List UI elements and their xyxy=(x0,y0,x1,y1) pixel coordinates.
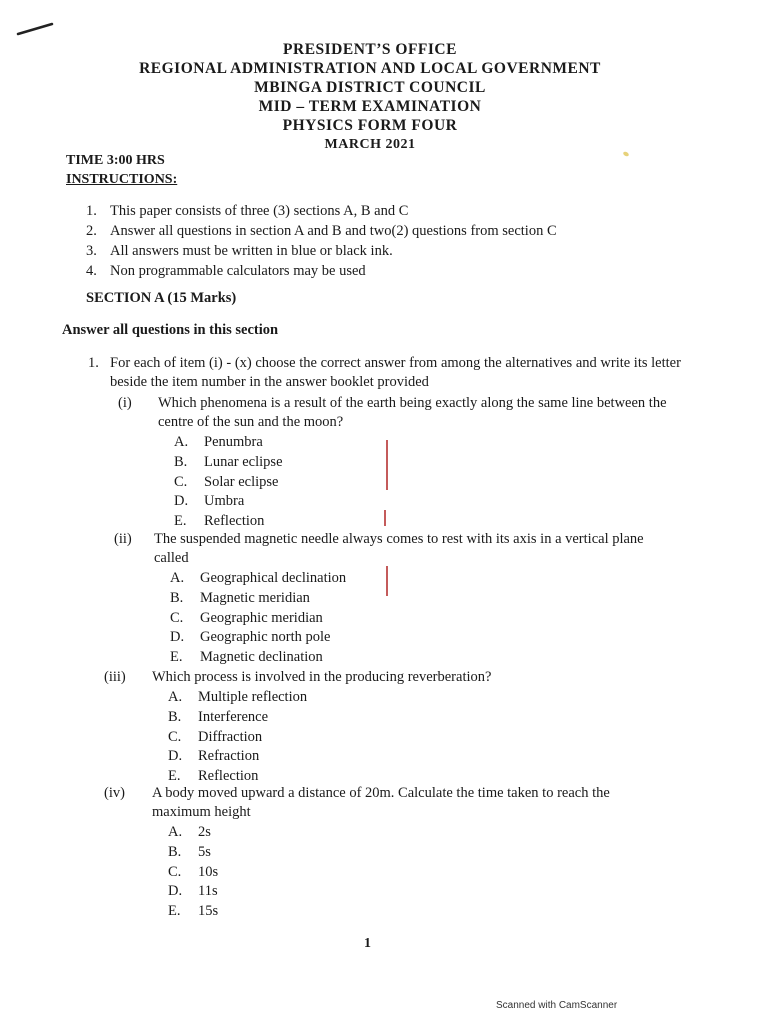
header-line: REGIONAL ADMINISTRATION AND LOCAL GOVERNMENT xyxy=(139,60,601,77)
option-letter: B. xyxy=(168,708,182,725)
question-text: For each of item (i) - (x) choose the correct answer from among the alternatives and write its letter beside the item number in the answer booklet provided xyxy=(110,355,681,390)
section-a-instruction: Answer all questions in this section xyxy=(62,322,279,338)
options-list xyxy=(170,569,674,668)
option xyxy=(168,902,672,922)
instruction-text: This paper consists of three (3) sections A, B and C xyxy=(110,203,409,219)
exam-header xyxy=(60,40,680,154)
option xyxy=(174,512,678,532)
header-line: MBINGA DISTRICT COUNCIL xyxy=(254,79,486,96)
option-letter: A. xyxy=(170,570,185,586)
item-roman-numeral: (iv) xyxy=(104,785,125,801)
option-text: Diffraction xyxy=(198,728,263,745)
options-list xyxy=(168,688,672,787)
option xyxy=(168,823,672,843)
option-letter: C. xyxy=(174,473,188,490)
option-text: 2s xyxy=(198,824,211,840)
section-a-heading: SECTION A (15 Marks) xyxy=(86,290,237,306)
item-roman-numeral: (iii) xyxy=(104,669,126,685)
option-text: Geographical declination xyxy=(200,570,347,586)
option-letter: C. xyxy=(168,728,182,745)
instruction-number: 4. xyxy=(86,263,97,279)
option xyxy=(174,473,678,493)
instruction-number: 3. xyxy=(86,243,97,259)
option-letter: E. xyxy=(168,903,181,920)
option-text: 11s xyxy=(198,883,218,900)
option-text: Lunar eclipse xyxy=(204,453,283,470)
question-item xyxy=(104,668,672,787)
option xyxy=(168,728,672,748)
header-line: PRESIDENT’S OFFICE xyxy=(283,41,457,58)
option-letter: A. xyxy=(168,689,183,705)
option xyxy=(168,708,672,728)
option-letter: E. xyxy=(174,513,187,530)
option xyxy=(170,628,674,648)
option xyxy=(168,747,672,767)
instruction-item xyxy=(86,241,557,261)
header-line: MID – TERM EXAMINATION xyxy=(258,98,482,115)
option-text: 15s xyxy=(198,903,219,920)
option-letter: E. xyxy=(168,768,181,785)
item-stem: A body moved upward a distance of 20m. Calculate the time taken to reach the maximum height xyxy=(152,785,610,820)
instruction-item xyxy=(86,201,557,221)
instruction-text: Non programmable calculators may be used xyxy=(110,263,366,279)
option-text: Reflection xyxy=(204,513,265,530)
option xyxy=(170,648,674,668)
option-text: 5s xyxy=(198,843,211,860)
option-text: 10s xyxy=(198,863,219,880)
instructions-title: INSTRUCTIONS: xyxy=(66,172,178,187)
option-letter: A. xyxy=(174,434,189,450)
option-text: Solar eclipse xyxy=(204,473,279,490)
instruction-item xyxy=(86,261,557,281)
question-1 xyxy=(88,354,688,392)
options-list xyxy=(174,433,678,532)
option-letter: B. xyxy=(168,843,182,860)
option xyxy=(170,569,674,589)
exam-date: MARCH 2021 xyxy=(324,137,416,152)
option-text: Interference xyxy=(198,708,269,725)
item-stem: The suspended magnetic needle always comes to rest with its axis in a vertical plane called xyxy=(154,531,644,566)
option-letter: D. xyxy=(168,883,183,900)
question-item xyxy=(104,784,672,922)
option-text: Penumbra xyxy=(204,434,263,450)
option xyxy=(170,589,674,609)
instruction-item xyxy=(86,221,557,241)
option-letter: C. xyxy=(168,863,182,880)
option-letter: D. xyxy=(170,629,185,646)
pen-stroke-mark xyxy=(16,20,56,40)
instructions-list xyxy=(86,201,557,281)
option xyxy=(174,492,678,512)
option xyxy=(168,688,672,708)
instruction-number: 2. xyxy=(86,223,97,239)
item-stem: Which process is involved in the producing reverberation? xyxy=(152,669,492,685)
item-roman-numeral: (ii) xyxy=(114,531,132,547)
option-letter: B. xyxy=(174,453,188,470)
option xyxy=(168,863,672,883)
item-roman-numeral: (i) xyxy=(118,395,132,411)
option xyxy=(174,453,678,473)
option-text: Magnetic meridian xyxy=(200,589,310,606)
options-list xyxy=(168,823,672,922)
option xyxy=(168,882,672,902)
question-item xyxy=(114,530,674,668)
option-text: Reflection xyxy=(198,768,259,785)
page-number: 1 xyxy=(364,936,371,951)
option xyxy=(174,433,678,453)
instruction-number: 1. xyxy=(86,203,97,219)
option-text: Geographic north pole xyxy=(200,629,331,646)
option-letter: D. xyxy=(174,493,189,510)
question-item xyxy=(118,394,678,532)
instruction-text: All answers must be written in blue or black ink. xyxy=(110,243,393,259)
option-letter: B. xyxy=(170,589,184,606)
option-text: Geographic meridian xyxy=(200,609,323,626)
question-number: 1. xyxy=(88,355,99,371)
instruction-text: Answer all questions in section A and B and two(2) questions from section C xyxy=(110,223,557,239)
exam-time: TIME 3:00 HRS xyxy=(66,153,165,168)
option xyxy=(170,609,674,629)
option-letter: C. xyxy=(170,609,184,626)
option-text: Refraction xyxy=(198,748,260,765)
header-line: PHYSICS FORM FOUR xyxy=(282,117,458,134)
option-letter: A. xyxy=(168,824,183,840)
option-text: Multiple reflection xyxy=(198,689,308,705)
option xyxy=(168,843,672,863)
item-stem: Which phenomena is a result of the earth being exactly along the same line between the centre of the sun and the moon? xyxy=(158,395,667,430)
option-letter: E. xyxy=(170,649,183,666)
option-text: Magnetic declination xyxy=(200,649,323,666)
option-letter: D. xyxy=(168,748,183,765)
scanner-watermark: Scanned with CamScanner xyxy=(496,1000,618,1011)
option-text: Umbra xyxy=(204,493,245,510)
